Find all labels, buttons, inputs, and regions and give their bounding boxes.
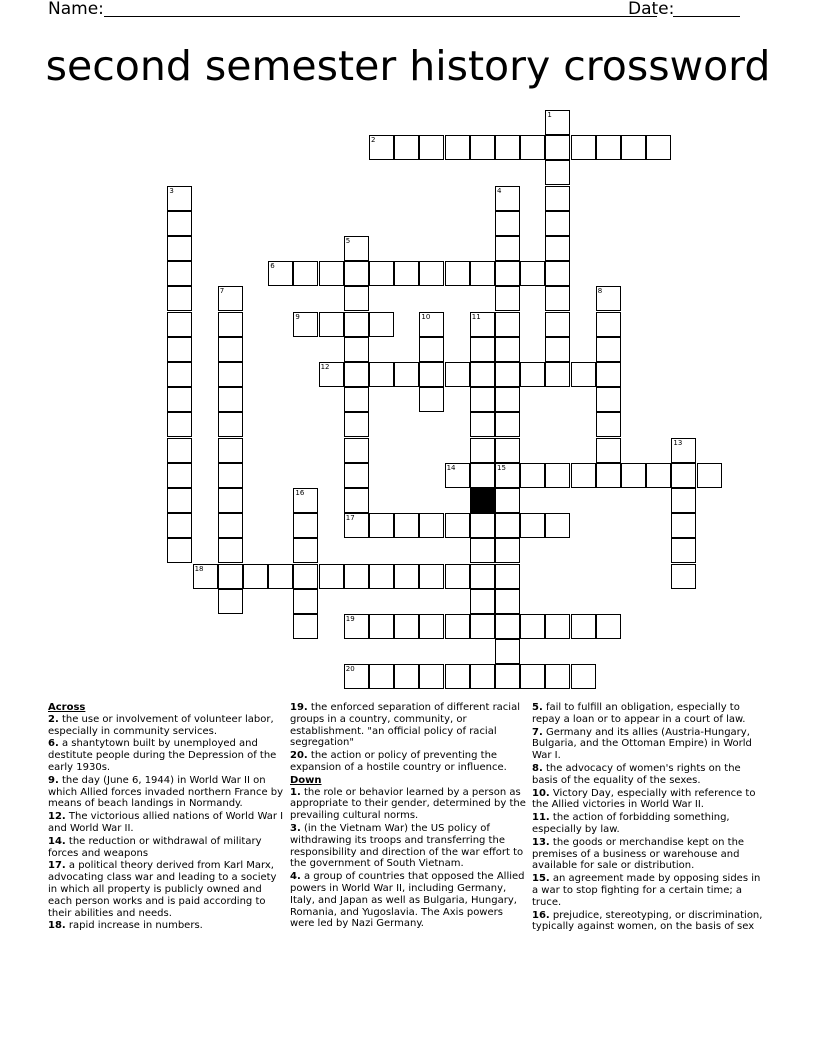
crossword-cell[interactable]: [470, 538, 495, 563]
crossword-cell[interactable]: [293, 312, 318, 337]
crossword-cell[interactable]: [646, 463, 671, 488]
clue-text: a group of countries that opposed the Allied powers in World War II, including Germany, Italy, and Japan as well as Bulgaria, Hungary, Romania, and Yugoslavia. The Axis powers were led by Nazi Germany.: [290, 871, 525, 930]
clue-text: a political theory derived from Karl Marx, advocating class war and leading to a society in which all property is publicly owned and each person works and is paid according to their abilities and needs.: [48, 860, 277, 919]
crossword-cell[interactable]: [520, 664, 545, 689]
crossword-cell[interactable]: [596, 337, 621, 362]
crossword-cell[interactable]: [319, 312, 344, 337]
clue-text: prejudice, stereotyping, or discrimination, typically against women, on the basis of sex: [532, 909, 763, 933]
crossword-cell[interactable]: [621, 463, 646, 488]
clue-across-20: [290, 750, 526, 774]
cell-number: 12: [320, 363, 330, 371]
crossword-cell[interactable]: [495, 589, 520, 614]
crossword-cell[interactable]: [545, 160, 570, 185]
crossword-cell[interactable]: [495, 261, 520, 286]
clue-number: 8.: [532, 762, 543, 774]
clue-number: 16.: [532, 909, 550, 921]
crossword-cell[interactable]: [545, 110, 570, 135]
crossword-cell[interactable]: [495, 438, 520, 463]
crossword-cell[interactable]: [545, 463, 570, 488]
clue-across-18: [48, 920, 284, 932]
crossword-cell[interactable]: [495, 564, 520, 589]
crossword-cell[interactable]: [520, 513, 545, 538]
crossword-cell[interactable]: [419, 614, 444, 639]
cell-number: 14: [446, 463, 456, 472]
crossword-cell[interactable]: [470, 312, 495, 337]
crossword-cell[interactable]: [167, 261, 192, 286]
crossword-cell[interactable]: [596, 387, 621, 412]
crossword-cell[interactable]: [344, 236, 369, 261]
crossword-cell[interactable]: [419, 513, 444, 538]
clue-number: 7.: [532, 726, 543, 738]
crossword-cell[interactable]: [545, 211, 570, 236]
clue-number: 5.: [532, 702, 543, 713]
crossword-cell[interactable]: [495, 211, 520, 236]
clue-column-2: [290, 702, 526, 931]
crossword-cell[interactable]: [369, 312, 394, 337]
crossword-cell[interactable]: [167, 337, 192, 362]
crossword-cell[interactable]: [218, 513, 243, 538]
crossword-cell[interactable]: [218, 589, 243, 614]
crossword-cell[interactable]: [167, 312, 192, 337]
clue-number: 11.: [532, 812, 550, 824]
crossword-cell[interactable]: [394, 261, 419, 286]
cell-number: 5: [345, 237, 351, 245]
clue-number: 6.: [48, 738, 59, 750]
crossword-cell[interactable]: [369, 513, 394, 538]
crossword-cell[interactable]: [218, 538, 243, 563]
crossword-cell[interactable]: [671, 438, 696, 463]
crossword-cell[interactable]: [445, 664, 470, 689]
crossword-cell[interactable]: [495, 186, 520, 211]
crossword-cell[interactable]: [218, 387, 243, 412]
cell-number: 13: [673, 438, 683, 447]
clue-text: Victory Day, especially with reference to the Allied victories in World War II.: [532, 787, 756, 811]
crossword-cell[interactable]: [520, 463, 545, 488]
clue-down-7: [532, 727, 768, 762]
crossword-cell[interactable]: [344, 664, 369, 689]
crossword-cell[interactable]: [218, 488, 243, 513]
crossword-cell[interactable]: [596, 362, 621, 387]
clue-down-13: [532, 837, 768, 872]
crossword-cell[interactable]: [697, 463, 722, 488]
crossword-cell[interactable]: [293, 488, 318, 513]
clue-text: an agreement made by opposing sides in a war to stop fighting for a certain time; a truce.: [532, 873, 761, 908]
crossword-cell[interactable]: [495, 286, 520, 311]
clue-number: 12.: [48, 811, 66, 823]
cell-number: 8: [597, 287, 603, 296]
clue-text: the goods or merchandise kept on the premises of a business or warehouse and available for sale or distribution.: [532, 836, 745, 872]
cell-number: 2: [371, 136, 376, 145]
crossword-cell[interactable]: [243, 564, 268, 589]
page-title: second semester history crossword: [45, 42, 771, 90]
crossword-cell[interactable]: [596, 312, 621, 337]
crossword-cell[interactable]: [293, 564, 318, 589]
crossword-cell[interactable]: [344, 614, 369, 639]
crossword-cell[interactable]: [319, 261, 344, 286]
crossword-cell[interactable]: [419, 387, 444, 412]
clue-text: the enforced separation of different racial groups in a country, community, or establishment. "an official policy of racial segregation": [290, 702, 520, 749]
crossword-cell[interactable]: [671, 564, 696, 589]
crossword-cell[interactable]: [495, 538, 520, 563]
clue-down-8: [532, 763, 768, 787]
cell-number: 6: [270, 262, 275, 271]
cell-number: 16: [295, 489, 305, 497]
crossword-cell[interactable]: [167, 362, 192, 387]
crossword-cell[interactable]: [344, 412, 369, 437]
crossword-cell[interactable]: [596, 135, 621, 160]
crossword-cell[interactable]: [344, 513, 369, 538]
crossword-cell[interactable]: [495, 236, 520, 261]
crossword-cell[interactable]: [369, 261, 394, 286]
crossword-cell[interactable]: [671, 538, 696, 563]
clue-across-17: [48, 860, 284, 919]
clue-down-11: [532, 812, 768, 836]
clue-down-10: [532, 788, 768, 812]
crossword-cell[interactable]: [495, 614, 520, 639]
crossword-cell[interactable]: [571, 362, 596, 387]
clue-number: 20.: [290, 750, 308, 762]
clue-text: the reduction or withdrawal of military forces and weapons: [48, 835, 262, 859]
crossword-cell[interactable]: [344, 312, 369, 337]
clue-number: 9.: [48, 774, 59, 786]
crossword-cell[interactable]: [419, 261, 444, 286]
crossword-cell[interactable]: [470, 261, 495, 286]
crossword-cell[interactable]: [419, 664, 444, 689]
crossword-cell[interactable]: [394, 564, 419, 589]
crossword-cell[interactable]: [520, 261, 545, 286]
crossword-cell[interactable]: [167, 488, 192, 513]
crossword-cell[interactable]: [646, 135, 671, 160]
crossword-cell[interactable]: [470, 412, 495, 437]
crossword-cell[interactable]: [394, 614, 419, 639]
crossword-cell[interactable]: [495, 362, 520, 387]
crossword-cell[interactable]: [545, 186, 570, 211]
crossword-cell[interactable]: [470, 387, 495, 412]
crossword-cell[interactable]: [571, 463, 596, 488]
crossword-cell[interactable]: [344, 463, 369, 488]
crossword-cell[interactable]: [167, 438, 192, 463]
crossword-cell[interactable]: [319, 362, 344, 387]
crossword-cell[interactable]: [218, 463, 243, 488]
crossword-cell[interactable]: [167, 236, 192, 261]
crossword-cell[interactable]: [268, 564, 293, 589]
clue-down-16: [532, 910, 768, 934]
crossword-cell[interactable]: [369, 135, 394, 160]
crossword-cell[interactable]: [445, 513, 470, 538]
crossword-cell[interactable]: [495, 312, 520, 337]
cell-number: 1: [547, 111, 552, 119]
crossword-cell[interactable]: [344, 261, 369, 286]
crossword-cell[interactable]: [445, 463, 470, 488]
clue-across-6: [48, 738, 284, 773]
across-heading: Across: [48, 702, 86, 713]
crossword-cell[interactable]: [495, 513, 520, 538]
crossword-cell[interactable]: [445, 362, 470, 387]
crossword-cell[interactable]: [369, 564, 394, 589]
crossword-cell[interactable]: [545, 664, 570, 689]
name-field[interactable]: [104, 16, 657, 17]
clue-across-19: [290, 702, 526, 749]
crossword-cell[interactable]: [545, 614, 570, 639]
crossword-cell[interactable]: [596, 463, 621, 488]
crossword-cell[interactable]: [495, 412, 520, 437]
crossword-cell[interactable]: [571, 664, 596, 689]
crossword-cell[interactable]: [445, 614, 470, 639]
crossword-cell[interactable]: [520, 135, 545, 160]
clue-number: 19.: [290, 702, 308, 713]
crossword-cell[interactable]: [167, 412, 192, 437]
crossword-cell[interactable]: [369, 614, 394, 639]
clue-text: a shantytown built by unemployed and destitute people during the Depression of the early 1930s.: [48, 738, 277, 773]
clue-text: the action of forbidding something, especially by law.: [532, 812, 730, 835]
crossword-cell[interactable]: [319, 564, 344, 589]
clue-text: rapid increase in numbers.: [68, 920, 203, 932]
cell-number: 20: [345, 665, 355, 674]
clue-number: 4.: [290, 871, 301, 883]
clue-text: Germany and its allies (Austria-Hungary, Bulgaria, and the Ottoman Empire) in World War I.: [532, 726, 752, 762]
crossword-cell[interactable]: [495, 387, 520, 412]
crossword-cell[interactable]: [520, 614, 545, 639]
crossword-cell[interactable]: [470, 337, 495, 362]
clue-number: 18.: [48, 920, 66, 932]
crossword-cell[interactable]: [596, 614, 621, 639]
clue-text: (in the Vietnam War) the US policy of withdrawing its troops and transferring the responsibility and direction of the war effort to the government of South Vietnam.: [290, 822, 524, 870]
crossword-cell[interactable]: [470, 589, 495, 614]
cell-number: 17: [345, 514, 355, 523]
crossword-cell[interactable]: [545, 312, 570, 337]
crossword-cell[interactable]: [218, 286, 243, 311]
crossword-cell[interactable]: [344, 387, 369, 412]
crossword-cell[interactable]: [470, 513, 495, 538]
crossword-cell[interactable]: [218, 438, 243, 463]
crossword-cell[interactable]: [167, 286, 192, 311]
blocked-cell: [470, 488, 495, 513]
clue-down-3: [290, 823, 526, 870]
crossword-cell[interactable]: [293, 538, 318, 563]
cell-number: 11: [471, 312, 481, 321]
cell-number: 18: [194, 564, 204, 573]
crossword-cell[interactable]: [545, 135, 570, 160]
clue-number: 10.: [532, 787, 550, 799]
crossword-cell[interactable]: [621, 135, 646, 160]
cell-number: 15: [497, 463, 506, 472]
crossword-cell[interactable]: [495, 135, 520, 160]
clue-down-4: [290, 871, 526, 930]
crossword-cell[interactable]: [369, 362, 394, 387]
crossword-cell[interactable]: [470, 664, 495, 689]
crossword-cell[interactable]: [520, 362, 545, 387]
crossword-cell[interactable]: [167, 211, 192, 236]
crossword-cell[interactable]: [545, 362, 570, 387]
clue-text: the action or policy of preventing the expansion of a hostile country or influence.: [290, 750, 507, 773]
crossword-cell[interactable]: [218, 564, 243, 589]
crossword-cell[interactable]: [344, 362, 369, 387]
crossword-cell[interactable]: [470, 564, 495, 589]
crossword-cell[interactable]: [445, 564, 470, 589]
crossword-cell[interactable]: [193, 564, 218, 589]
crossword-cell[interactable]: [596, 286, 621, 311]
crossword-cell[interactable]: [419, 337, 444, 362]
crossword-cell[interactable]: [545, 286, 570, 311]
crossword-cell[interactable]: [167, 538, 192, 563]
cell-number: 9: [295, 312, 300, 321]
crossword-cell[interactable]: [596, 438, 621, 463]
cell-number: 4: [497, 186, 502, 195]
crossword-cell[interactable]: [394, 513, 419, 538]
crossword-cell[interactable]: [167, 186, 192, 211]
crossword-cell[interactable]: [369, 664, 394, 689]
clue-text: the day (June 6, 1944) in World War II on which Allied forces invaded northern France by means of beach landings in Normandy.: [48, 774, 284, 810]
name-label: Name:: [48, 0, 104, 19]
crossword-cell[interactable]: [419, 135, 444, 160]
clue-column-3: [532, 702, 768, 934]
crossword-cell[interactable]: [495, 337, 520, 362]
crossword-cell[interactable]: [293, 513, 318, 538]
crossword-cell[interactable]: [394, 664, 419, 689]
crossword-cell[interactable]: [344, 286, 369, 311]
crossword-cell[interactable]: [293, 614, 318, 639]
clue-number: 1.: [290, 786, 301, 798]
cell-number: 10: [421, 312, 431, 321]
crossword-cell[interactable]: [470, 362, 495, 387]
crossword-cell[interactable]: [470, 614, 495, 639]
clue-down-5: [532, 702, 768, 726]
crossword-cell[interactable]: [671, 513, 696, 538]
name-date-header: [48, 0, 768, 24]
clue-text: The victorious allied nations of World War I and World War II.: [48, 811, 284, 834]
crossword-cell[interactable]: [419, 362, 444, 387]
crossword-cell[interactable]: [293, 589, 318, 614]
crossword-cell[interactable]: [344, 564, 369, 589]
crossword-cell[interactable]: [545, 513, 570, 538]
crossword-cell[interactable]: [545, 261, 570, 286]
crossword-cell[interactable]: [218, 362, 243, 387]
crossword-cell[interactable]: [268, 261, 293, 286]
crossword-cell[interactable]: [545, 236, 570, 261]
crossword-cell[interactable]: [495, 488, 520, 513]
clue-across-9: [48, 775, 284, 810]
clue-across-14: [48, 836, 284, 860]
clue-text: the use or involvement of volunteer labor, especially in community services.: [48, 713, 274, 737]
crossword-cell[interactable]: [419, 312, 444, 337]
crossword-cell[interactable]: [445, 135, 470, 160]
clue-number: 13.: [532, 836, 550, 848]
cell-number: 7: [219, 287, 225, 296]
clue-number: 15.: [532, 873, 550, 885]
crossword-cell[interactable]: [495, 639, 520, 664]
crossword-cell[interactable]: [495, 664, 520, 689]
crossword-cell[interactable]: [167, 513, 192, 538]
clue-text: the advocacy of women's rights on the basis of the equality of the sexes.: [532, 762, 741, 786]
clue-text: fail to fulfill an obligation, especially to repay a loan or to appear in a court of law.: [532, 702, 746, 725]
clue-number: 17.: [48, 860, 66, 872]
cell-number: 3: [169, 186, 174, 195]
clue-number: 3.: [290, 822, 301, 834]
crossword-cell[interactable]: [344, 337, 369, 362]
crossword-cell[interactable]: [671, 488, 696, 513]
date-label: Date:: [628, 0, 675, 19]
crossword-cell[interactable]: [671, 463, 696, 488]
date-field[interactable]: [673, 16, 740, 17]
clue-across-12: [48, 811, 284, 835]
clue-number: 14.: [48, 835, 66, 847]
crossword-cell[interactable]: [344, 438, 369, 463]
clue-column-1: [48, 702, 284, 933]
crossword-cell[interactable]: [571, 614, 596, 639]
crossword-cell[interactable]: [218, 412, 243, 437]
crossword-cell[interactable]: [470, 135, 495, 160]
down-heading: Down: [290, 774, 322, 786]
crossword-cell[interactable]: [218, 312, 243, 337]
crossword-cell[interactable]: [470, 438, 495, 463]
crossword-cell[interactable]: [596, 412, 621, 437]
crossword-cell[interactable]: [167, 387, 192, 412]
clue-down-15: [532, 873, 768, 908]
crossword-cell[interactable]: [167, 463, 192, 488]
clue-across-2: [48, 714, 284, 738]
crossword-cell[interactable]: [293, 261, 318, 286]
crossword-cell[interactable]: [419, 564, 444, 589]
cell-number: 19: [345, 615, 355, 623]
clue-down-1: [290, 787, 526, 822]
crossword-cell[interactable]: [571, 135, 596, 160]
crossword-cell[interactable]: [218, 337, 243, 362]
crossword-cell[interactable]: [344, 488, 369, 513]
clue-number: 2.: [48, 713, 59, 725]
crossword-cell[interactable]: [470, 463, 495, 488]
crossword-cell[interactable]: [445, 261, 470, 286]
crossword-cell[interactable]: [495, 463, 520, 488]
crossword-cell[interactable]: [394, 135, 419, 160]
crossword-cell[interactable]: [545, 337, 570, 362]
clue-text: the role or behavior learned by a person as appropriate to their gender, determined by the prevailing cultural norms.: [290, 786, 526, 822]
crossword-cell[interactable]: [394, 362, 419, 387]
